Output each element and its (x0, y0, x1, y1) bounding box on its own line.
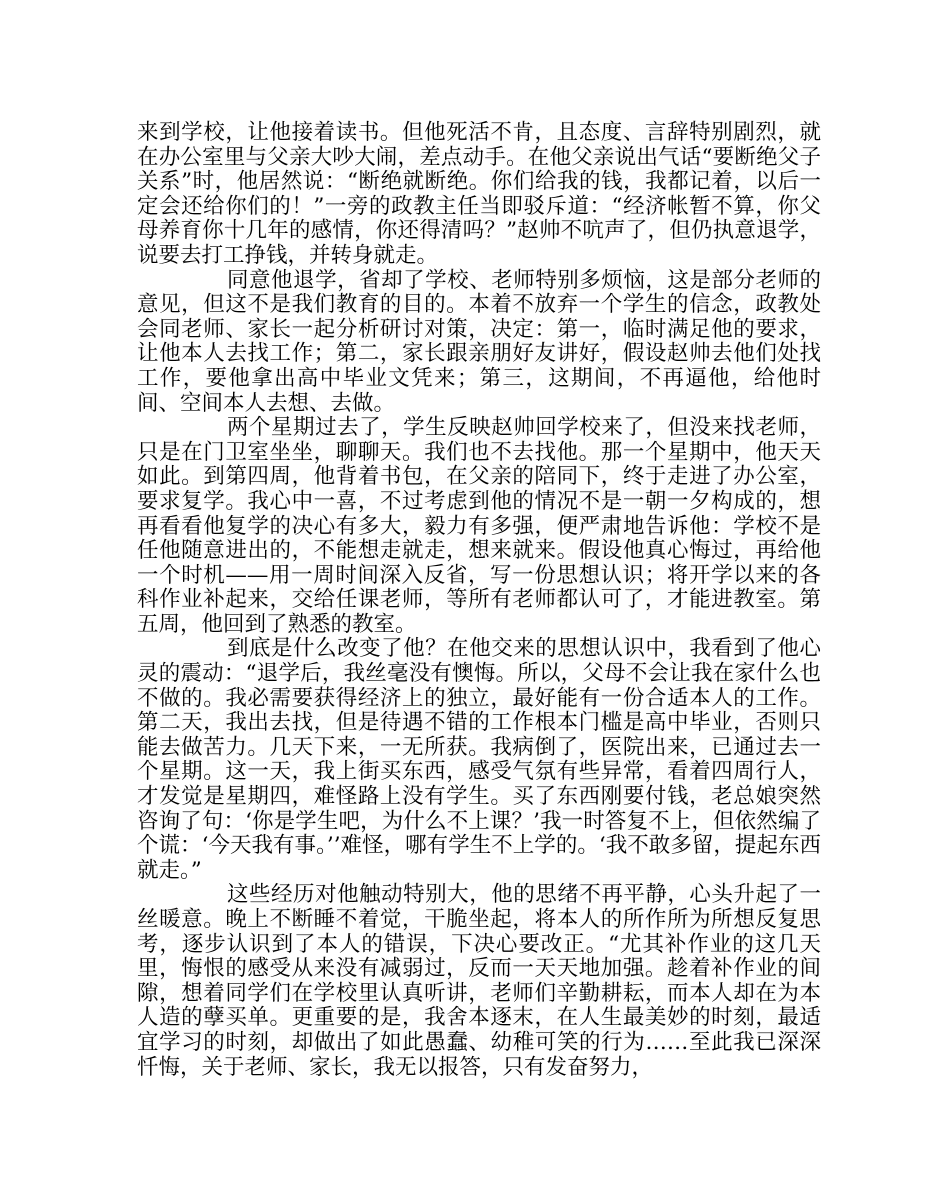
paragraph-1: 来到学校，让他接着读书。但他死活不肯，且态度、言辞特别剧烈，就在办公室里与父亲大吵大闹，差点动手。在他父亲说出气话“要断绝父子关系”时，他居然说：“断绝就断绝。你们给我的钱，我都记着，以后一定会还给你们的！”一旁的政教主任当即驳斥道：“经济帐暂不算，你父母养育你十几年的感情，你还得清吗？”赵帅不吭声了，但仍执意退学，说要去打工挣钱，并转身就走。 (137, 120, 821, 268)
paragraph-5: 这些经历对他触动特别大，他的思绪不再平静，心头升起了一丝暖意。晚上不断睡不着觉，干脆坐起，将本人的所作所为所想反复思考，逐步认识到了本人的错误，下决心要改正。“尤其补作业的这几天里，悔恨的感受从来没有减弱过，反而一天天地加强。趁着补作业的间隙，想着同学们在学校里认真听讲，老师们辛勤耕耘，而本人却在为本人造的孽买单。更重要的是，我舍本逐末，在人生最美妙的时刻，最适宜学习的时刻，却做出了如此愚蠢、幼稚可笑的行为……至此我已深深忏悔，关于老师、家长，我无以报答，只有发奋努力， (137, 882, 821, 1080)
paragraph-2: 同意他退学，省却了学校、老师特别多烦恼，这是部分老师的意见，但这不是我们教育的目的。本着不放弃一个学生的信念，政教处会同老师、家长一起分析研讨对策，决定：第一，临时满足他的要求，让他本人去找工作；第二，家长跟亲朋好友讲好，假设赵帅去他们处找工作，要他拿出高中毕业文凭来；第三，这期间，不再逼他，给他时间、空间本人去想、去做。 (137, 267, 821, 416)
paragraph-4: 到底是什么改变了他？在他交来的思想认识中，我看到了他心灵的震动：“退学后，我丝毫没有懊悔。所以，父母不会让我在家什么也不做的。我必需要获得经济上的独立，最好能有一份合适本人的工作。第二天，我出去找，但是待遇不错的工作根本门槛是高中毕业，否则只能去做苦力。几天下来，一无所获。我病倒了，医院出来，已通过去一个星期。这一天，我上街买东西，感受气氛有些异常，看着四周行人，才发觉是星期四，难怪路上没有学生。买了东西刚要付钱，老总娘突然咨询了句：‘你是学生吧，为什么不上课？’我一时答复不上，但依然编了个谎：‘今天我有事。’’难怪，哪有学生不上学的。‘我不敢多留，提起东西就走。” (137, 636, 821, 883)
paragraph-3: 两个星期过去了，学生反映赵帅回学校来了，但没来找老师，只是在门卫室坐坐，聊聊天。我们也不去找他。那一个星期中，他天天如此。到第四周，他背着书包，在父亲的陪同下，终于走进了办公室，要求复学。我心中一喜，不过考虑到他的情况不是一朝一夕构成的，想再看看他复学的决心有多大，毅力有多强，便严肃地告诉他：学校不是任他随意进出的，不能想走就走，想来就来。假设他真心悔过，再给他一个时机——用一周时间深入反省，写一份思想认识；将开学以来的各科作业补起来，交给任课老师，等所有老师都认可了，才能进教室。第五周，他回到了熟悉的教室。 (137, 415, 821, 637)
body-text (137, 121, 821, 1080)
